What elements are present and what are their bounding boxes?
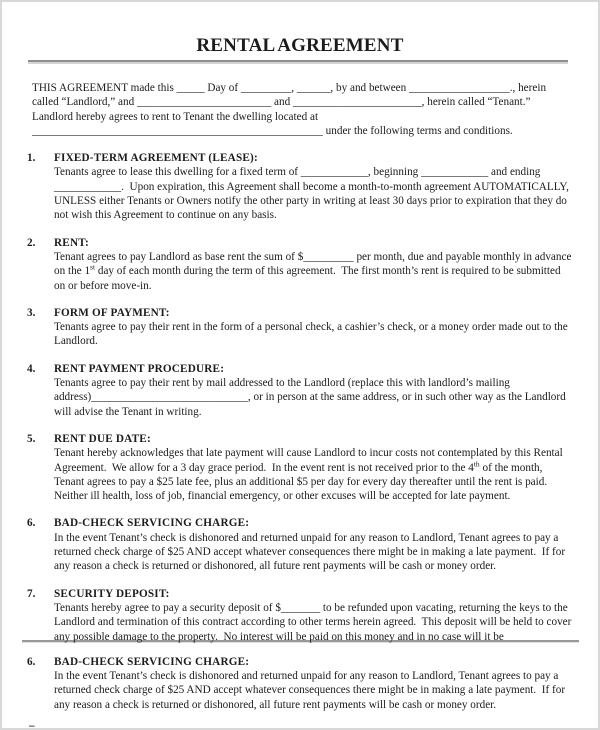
document-title: RENTAL AGREEMENT [196,35,404,56]
section-body: Tenants agree to pay their rent in the form of a personal check, a cashier’s check, or a money order made out to the Landlord. [54,321,571,348]
section-number: 2. [27,236,36,249]
bottom-dash-mark: – [29,719,35,730]
section-body: In the event Tenant’s check is dishonored and returned unpaid for any reason to Landlord, Tenant agrees to pay a returned check charge of $25 AND accept whatever consequences there might be in making a late payment. If for any reason a check is returned or dishonored, all future rent payments will be cash or money order. [54,670,568,711]
section-3 [27,306,572,349]
ordinal-superscript: st [90,262,96,272]
section-5 [27,432,572,503]
section-number: 3. [27,306,36,319]
section-heading: FIXED-TERM AGREEMENT (LEASE): [54,152,258,165]
section-body: Tenant agrees to pay Landlord as base rent the sum of $_________ per month, due and payable monthly in advance on the 1st day of each month during the term of this agreement. The first month’s rent is required to be submitted on or before move-in. [54,250,575,292]
intro-paragraph: THIS AGREEMENT made this _____ Day of _________, ______, by and between __________________., herein called “Landlord,” and ________________________ and _______________________, herein called “Tenant.” Landlord hereby agrees to rent to Tenant the dwelling located at ____________________________________________________ under the following terms and conditions. [32,82,549,137]
section-6-repeat [27,655,572,712]
section-heading: BAD-CHECK SERVICING CHARGE: [54,655,250,668]
section-body: Tenants hereby agree to pay a security deposit of $_______ to be refunded upon vacating, returning the keys to the Landlord and termination of this contract according to other terms herein agreed. This deposit will be held to cover any possible damage to the property. No interest will be paid on this money and in no case will it be [54,601,575,643]
sections-list [2,151,598,712]
section-body: Tenants agree to pay their rent by mail addressed to the Landlord (replace this with landlord’s mailing address)____________________________, or in person at the same address, or in such other way as the Landlord will advise the Tenant in writing. [54,377,569,418]
section-body: In the event Tenant’s check is dishonored and returned unpaid for any reason to Landlord, Tenant agrees to pay a returned check charge of $25 AND accept whatever consequences there might be in making a late payment. If for any reason a check is returned or dishonored, all future rent payments will be cash or money order. [54,531,568,573]
section-body: Tenants agree to lease this dwelling for a fixed term of ____________, beginning ____________ and ending ____________. Upon expiration, this Agreement shall become a month-to-month agreement AUTOMATICALLY, UNLESS either Tenants or Owners notify the other party in writing at least 30 days prior to expiration that they do not wish this Agreement to continue on any basis. [54,166,572,222]
section-heading: BAD-CHECK SERVICING CHARGE: [54,517,250,530]
section-heading: SECURITY DEPOSIT: [54,587,170,600]
section-4 [27,362,572,419]
section-6 [27,516,572,573]
section-number: 7. [27,587,36,600]
section-heading: RENT: [54,236,89,249]
section-2 [27,236,575,293]
section-1 [27,151,572,222]
section-number: 5. [27,432,36,445]
section-heading: RENT DUE DATE: [54,432,151,445]
section-7 [27,587,575,644]
ordinal-superscript: th [473,458,480,468]
section-number: 1. [27,152,36,165]
section-number: 6. [27,517,36,530]
section-heading: RENT PAYMENT PROCEDURE: [54,362,225,375]
title-underline-rule [28,60,568,62]
section-heading: FORM OF PAYMENT: [54,306,170,319]
section-body: Tenant hereby acknowledges that late payment will cause Landlord to incur costs not contemplated by this Rental Agreement. We allow for a 3 day grace period. In the event rent is not received prior to the 4th of the month, Tenant agrees to pay a $25 late fee, plus an additional $5 per day for every day thereafter until the rent is paid. Neither ill health, loss of job, financial emergency, or other excuses will be accepted for late payment. [54,447,565,503]
section-number: 4. [27,362,36,375]
section-number: 6. [27,655,36,668]
